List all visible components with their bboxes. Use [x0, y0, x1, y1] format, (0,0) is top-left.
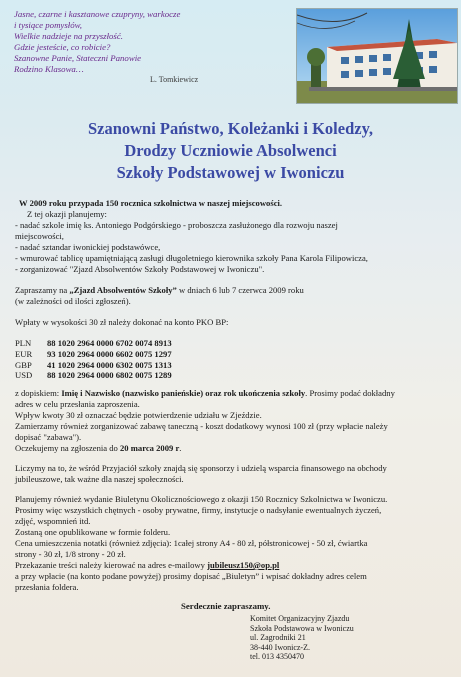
account-number: 41 1020 2964 0000 6302 0075 1313 [47, 359, 172, 370]
account-list [15, 338, 172, 381]
main-heading [0, 118, 461, 184]
closing-text: Serdecznie zapraszamy. [181, 601, 271, 611]
account-row [15, 360, 172, 371]
bulletin-line: zdjęć, wspomnień itd. [15, 516, 91, 526]
poem-line: i tysiące pomysłów, [14, 20, 82, 30]
email-line2: a przy wpłacie (na konto podane powyżej) prosimy dopisać „Biuletyn” i wpisać dokładny adres celem [15, 571, 367, 581]
poem-line: Szanowne Panie, Stateczni Panowie [14, 53, 142, 63]
intro-line: - wmurować tablicę upamiętniającą zasługi długoletniego kierownika szkoły Pana Karola Filipowicza, [15, 253, 368, 263]
notes-line2: adres w celu przesłania zaproszenia. [15, 399, 140, 409]
notes-post: . Prosimy podać dokładny [305, 388, 395, 398]
email-line3: przesłania foldera. [15, 582, 79, 592]
signature-line: 38-440 Iwonicz-Z. [250, 642, 310, 652]
email-address[interactable]: jubileusz150@op.pl [207, 560, 280, 570]
account-row [15, 349, 172, 360]
bulletin-line: strony - 30 zł, 1/8 strony - 20 zł. [15, 549, 126, 559]
intro-line: - zorganizować "Zjazd Absolwentów Szkoły Podstawowej w Iwoniczu". [15, 264, 265, 274]
bulletin-line: Cena umieszczenia notatki (również zdjęcia): 1całej strony A4 - 80 zł, półstronicowej - 50 zł, ćwiartka [15, 538, 368, 548]
poem-line: Jasne, czarne i kasztanowe czupryny, warkocze [14, 9, 181, 19]
intro-line: - nadać sztandar iwonickiej podstawówce, [15, 242, 161, 252]
notes-line6 [15, 443, 181, 454]
notes-line4: Zamierzamy również zorganizować zabawę taneczną - koszt dodatkowy wynosi 100 zł (przy wpłacie należy [15, 421, 388, 431]
signature-block [250, 614, 354, 662]
account-number: 88 1020 2964 0000 6802 0075 1289 [47, 370, 172, 381]
account-row [15, 370, 172, 381]
invite-event: „Zjazd Absolwentów Szkoły” [69, 285, 177, 295]
notes-line3: Wpływ kwoty 30 zł oznaczać będzie potwierdzenie udziału w Zjeździe. [15, 410, 262, 420]
account-number: 88 1020 2964 0000 6702 0074 8913 [47, 338, 172, 348]
account-row [15, 338, 172, 349]
poem-line: Gdzie jesteście, co robicie? [14, 42, 111, 52]
account-currency: USD [15, 370, 33, 381]
intro-line: miejscowości, [15, 231, 64, 241]
account-number: 93 1020 2964 0000 6602 0075 1297 [47, 348, 172, 359]
notes-required-info: Imię i Nazwisko (nazwisko panieńskie) oraz rok ukończenia szkoły [61, 388, 306, 398]
email-line [15, 560, 279, 571]
intro-bold: W 2009 roku przypada 150 rocznica szkolnictwa w naszej miejscowości. [19, 198, 283, 208]
deadline-date: 20 marca 2009 r [120, 443, 180, 453]
signature-line: tel. 013 4350470 [250, 652, 304, 662]
account-currency: GBP [15, 359, 32, 370]
notes-line5: dopisać "zabawa"). [15, 432, 82, 442]
heading-line: Szanowni Państwo, Koleżanki i Koledzy, [87, 119, 374, 138]
account-currency: EUR [15, 348, 33, 359]
invite-line [15, 285, 304, 296]
school-photo [296, 8, 458, 104]
email-pre: Przekazanie treści należy kierować na adres e-mailowy [15, 560, 208, 570]
signature-line: Szkoła Podstawowa w Iwoniczu [250, 623, 354, 633]
invite-line2: (w zależności od ilości zgłoszeń). [15, 296, 131, 306]
bulletin-line: Prosimy więc wszystkich chętnych - osoby prywatne, firmy, instytucje o nadsyłanie ewentualnych życzeń, [15, 505, 382, 515]
intro-line: Z tej okazji planujemy: [27, 209, 107, 219]
poem [14, 9, 294, 84]
school-building-image [297, 9, 457, 103]
intro-line: - nadać szkole imię ks. Antoniego Podgórskiego - proboszcza zasłużonego dla rozwoju naszej [15, 220, 338, 230]
payment-intro: Wpłaty w wysokości 30 zł należy dokonać na konto PKO BP: [15, 317, 229, 327]
signature-line: ul. Zagrodniki 21 [250, 633, 306, 643]
account-currency: PLN [15, 338, 32, 348]
deadline-pre: Oczekujemy na zgłoszenia do [15, 443, 120, 453]
notes-line1 [15, 388, 395, 399]
poem-author: L. Tomkiewicz [150, 75, 199, 84]
sponsors-line: Liczymy na to, że wśród Przyjaciół szkoły znajdą się sponsorzy i udzielą wsparcia finansowego na obchody [15, 463, 387, 473]
signature-line: Komitet Organizacyjny Zjazdu [250, 614, 350, 623]
sponsors-line: jubileuszowe, tak ważne dla naszej społeczności. [15, 474, 184, 484]
poem-line: Rodzino Klasowa… [14, 64, 84, 74]
bulletin-line: Planujemy również wydanie Biuletynu Okolicznościowego z okazji 150 Rocznicy Szkolnictwa w Iwoniczu. [15, 494, 388, 504]
invite-pre: Zapraszamy na [15, 285, 70, 295]
heading-line: Drodzy Uczniowie Absolwenci [124, 141, 337, 160]
deadline-post: . [179, 443, 182, 453]
poem-line: Wielkie nadzieje na przyszłość. [14, 31, 123, 41]
heading-line: Szkoły Podstawowej w Iwoniczu [116, 163, 345, 182]
invite-post: w dniach 6 lub 7 czerwca 2009 roku [176, 285, 304, 295]
bulletin-line: Zostaną one opublikowane w formie folderu. [15, 527, 171, 537]
notes-pre: z dopiskiem: [15, 388, 62, 398]
